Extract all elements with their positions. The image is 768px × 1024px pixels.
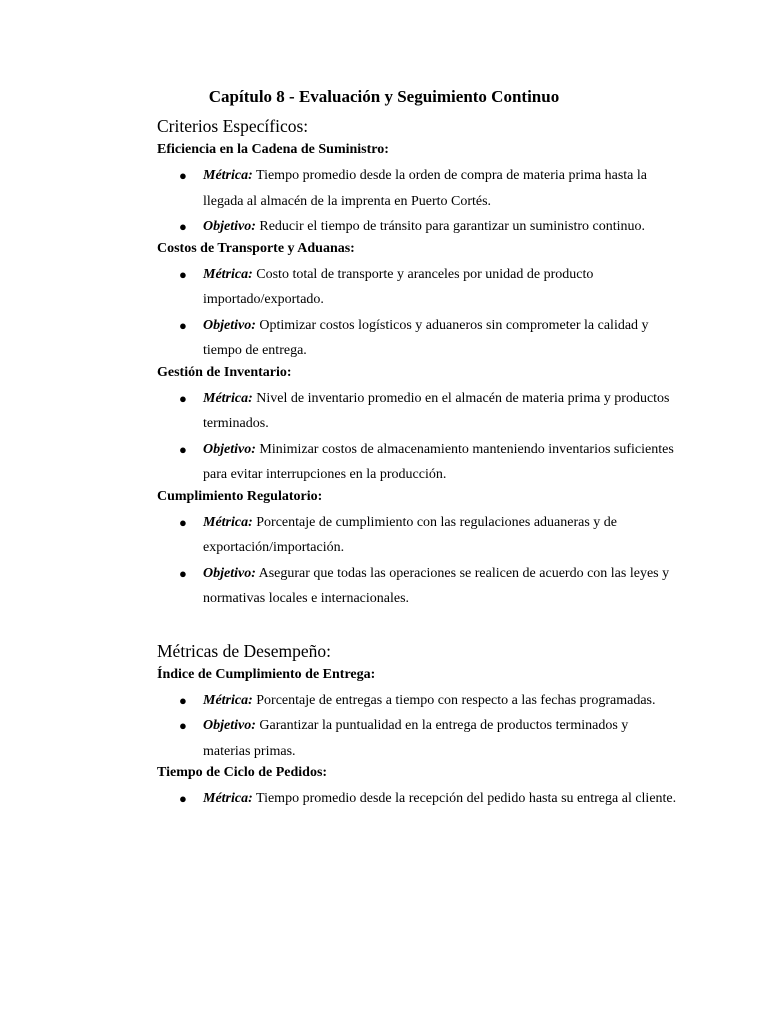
bullet-list	[157, 510, 677, 612]
subsection-title: Tiempo de Ciclo de Pedidos:	[157, 765, 328, 780]
list-item	[157, 561, 677, 612]
section-criterios	[157, 115, 677, 612]
bullet-icon: ●	[179, 791, 187, 806]
item-term: Objetivo:	[203, 718, 256, 733]
bullet-icon: ●	[179, 514, 187, 530]
bullet-icon: ●	[179, 441, 187, 457]
item-text: Optimizar costos logísticos y aduaneros sin comprometer la calidad y tiempo de entrega.	[203, 317, 649, 358]
list-item	[157, 214, 677, 240]
bullet-list	[157, 163, 677, 240]
bullet-icon: ●	[179, 390, 187, 406]
item-text: Tiempo promedio desde la orden de compra de materia prima hasta la llegada al almacén de la imprenta en Puerto Cortés.	[203, 168, 647, 209]
subsection-title: Eficiencia en la Cadena de Suministro:	[157, 142, 389, 157]
subsection	[157, 488, 677, 612]
bullet-list	[157, 386, 677, 488]
item-text: Porcentaje de cumplimiento con las regulaciones aduaneras y de exportación/importación.	[203, 514, 618, 555]
list-item	[157, 786, 677, 812]
bullet-list	[157, 786, 677, 812]
section-heading: Criterios Específicos:	[157, 116, 309, 136]
list-item	[157, 437, 677, 488]
list-item	[157, 163, 677, 214]
bullet-icon: ●	[179, 565, 187, 581]
bullet-icon: ●	[179, 168, 187, 183]
bullet-icon: ●	[179, 266, 187, 282]
chapter-title: Capítulo 8 - Evaluación y Seguimiento Continuo	[208, 87, 560, 106]
bullet-icon: ●	[179, 692, 187, 708]
item-term: Objetivo:	[203, 317, 256, 333]
subsection-title: Costos de Transporte y Aduanas:	[157, 240, 355, 256]
bullet-icon: ●	[179, 219, 187, 234]
item-term: Objetivo:	[203, 565, 256, 581]
bullet-icon: ●	[179, 718, 187, 733]
list-item	[157, 262, 677, 313]
list-item	[157, 688, 677, 714]
section-metricas	[157, 640, 677, 812]
subsection	[157, 666, 677, 765]
subsection	[157, 764, 677, 812]
bullet-icon: ●	[179, 317, 187, 333]
item-term: Métrica:	[203, 791, 253, 806]
item-term: Objetivo:	[203, 219, 256, 234]
bullet-list	[157, 688, 677, 765]
item-term: Métrica:	[203, 514, 253, 530]
list-item	[157, 510, 677, 561]
section-heading: Métricas de Desempeño:	[157, 640, 331, 661]
item-text: Garantizar la puntualidad en la entrega de productos terminados y materias primas.	[203, 718, 629, 759]
item-text: Minimizar costos de almacenamiento manteniendo inventarios suficientes para evitar interrupciones en la producción.	[203, 441, 674, 482]
list-item	[157, 713, 677, 764]
item-text: Costo total de transporte y aranceles por unidad de producto importado/exportado.	[203, 266, 594, 307]
item-text: Nivel de inventario promedio en el almacén de materia prima y productos terminados.	[203, 390, 670, 431]
list-item	[157, 386, 677, 437]
document-body	[157, 115, 677, 812]
subsection	[157, 364, 677, 488]
subsection-title: Gestión de Inventario:	[157, 364, 292, 380]
item-term: Métrica:	[203, 692, 253, 708]
subsection	[157, 240, 677, 364]
item-term: Métrica:	[203, 266, 253, 282]
item-text: Porcentaje de entregas a tiempo con respecto a las fechas programadas.	[256, 692, 656, 708]
item-text: Asegurar que todas las operaciones se realicen de acuerdo con las leyes y normativas locales e internacionales.	[203, 565, 670, 606]
subsection	[157, 141, 677, 240]
list-item	[157, 313, 677, 364]
item-term: Métrica:	[203, 168, 253, 183]
item-term: Objetivo:	[203, 441, 256, 457]
item-text: Reducir el tiempo de tránsito para garantizar un suministro continuo.	[259, 219, 646, 234]
item-term: Métrica:	[203, 390, 253, 406]
subsection-title: Índice de Cumplimiento de Entrega:	[157, 666, 376, 682]
item-text: Tiempo promedio desde la recepción del pedido hasta su entrega al cliente.	[256, 791, 677, 806]
subsection-title: Cumplimiento Regulatorio:	[157, 488, 323, 504]
bullet-list	[157, 262, 677, 364]
